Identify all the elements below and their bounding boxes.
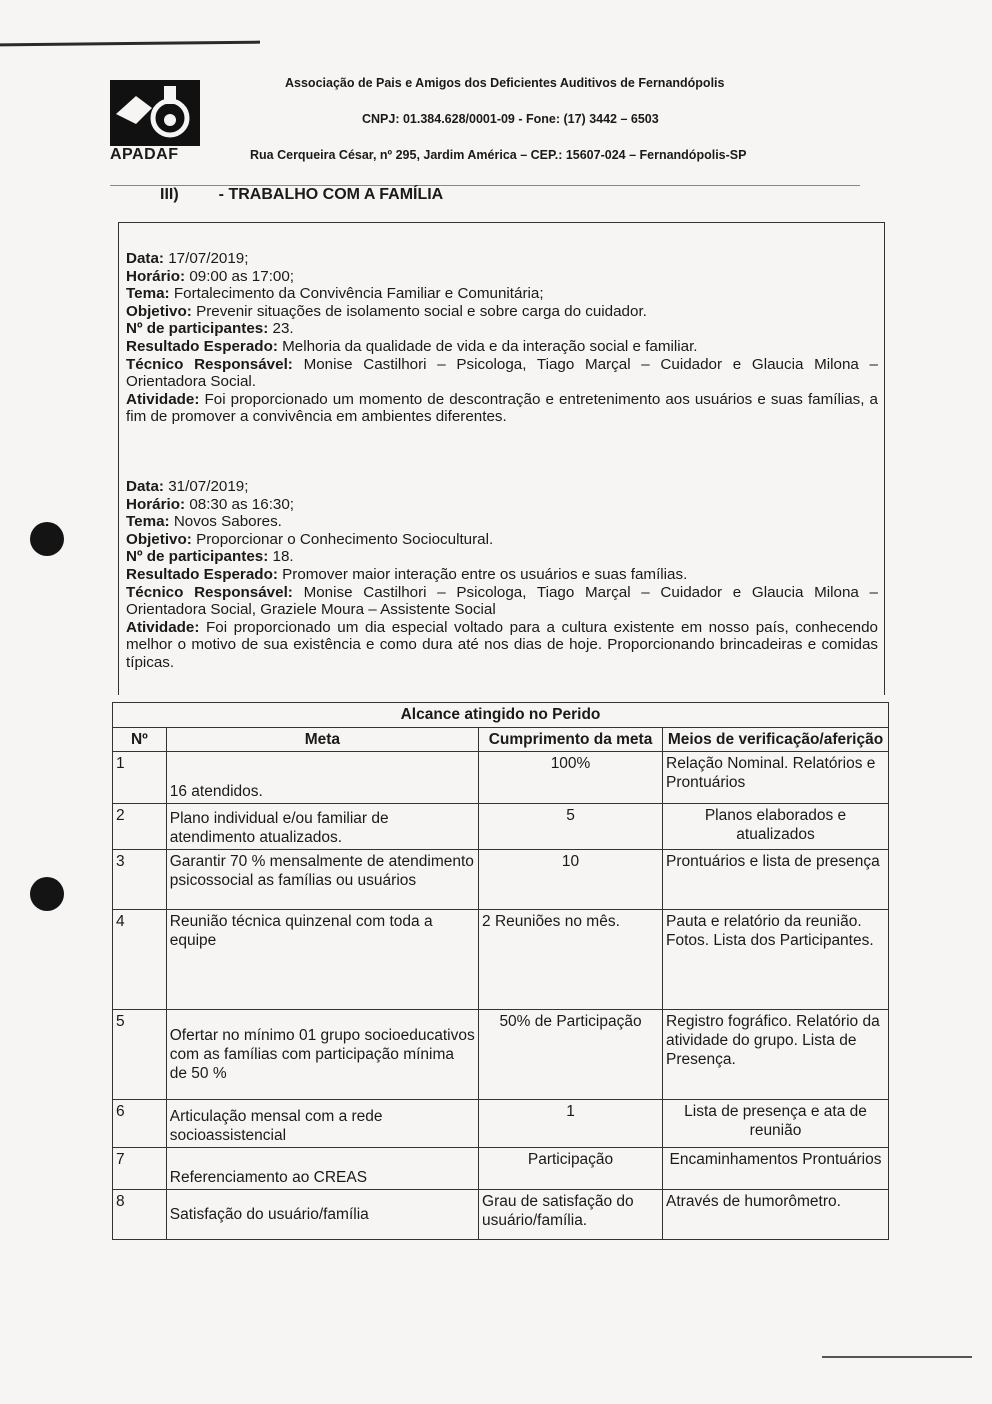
row-meta: Plano individual e/ou familiar de atendimento atualizados. xyxy=(166,804,478,850)
goals-table xyxy=(112,702,889,1240)
table-row xyxy=(113,804,889,850)
row-meios: Planos elaborados e atualizados xyxy=(663,804,889,850)
org-name: Associação de Pais e Amigos dos Deficientes Auditivos de Fernandópolis xyxy=(285,76,725,90)
activity-entry: Data: 31/07/2019; Horário: 08:30 as 16:30; Tema: Novos Sabores. Objetivo: Proporcionar o Conhecimento Sociocultural. Nº de participantes: 18. Resultado Esperado: Promover maior interação entre os usuários e suas famílias. Técnico Responsável: Monise Castilhori – Psicologa, Tiago Marçal – Cuidador e Glaucia Milona – Orientadora Social, Graziele Moura – Assistente Social Atividade: Foi proporcionado um dia especial voltado para a cultura existente em nosso país, conhecendo melhor o motivo de sua existência e como dura até nos dias de hoje. Proporcionando brincadeiras e comidas típicas. xyxy=(126,478,878,671)
row-meta: Ofertar no mínimo 01 grupo socioeducativos com as famílias com participação mínima de 50 % xyxy=(166,1010,478,1100)
row-meta: Satisfação do usuário/família xyxy=(166,1190,478,1240)
row-no: 7 xyxy=(113,1148,167,1190)
row-no: 5 xyxy=(113,1010,167,1100)
row-no: 3 xyxy=(113,850,167,910)
org-address: Rua Cerqueira César, nº 295, Jardim América – CEP.: 15607-024 – Fernandópolis-SP xyxy=(250,148,747,162)
row-meta: Referenciamento ao CREAS xyxy=(166,1148,478,1190)
row-no: 4 xyxy=(113,910,167,1010)
section-title xyxy=(160,186,483,204)
row-meios: Prontuários e lista de presença xyxy=(663,850,889,910)
table-row xyxy=(113,752,889,804)
table-row xyxy=(113,1148,889,1190)
row-meta: Reunião técnica quinzenal com toda a equipe xyxy=(166,910,478,1010)
row-meios: Relação Nominal. Relatórios e Prontuários xyxy=(663,752,889,804)
row-cumprimento: 10 xyxy=(479,850,663,910)
row-cumprimento: Grau de satisfação do usuário/família. xyxy=(479,1190,663,1240)
header-meios: Meios de verificação/aferição xyxy=(663,728,889,752)
org-cnpj-phone: CNPJ: 01.384.628/0001-09 - Fone: (17) 3442 – 6503 xyxy=(362,112,659,126)
table-row xyxy=(113,1190,889,1240)
row-meios: Através de humorômetro. xyxy=(663,1190,889,1240)
section-number: III) xyxy=(160,186,179,203)
table-caption: Alcance atingido no Perido xyxy=(113,703,889,728)
punch-hole xyxy=(30,522,64,556)
header-cumprimento: Cumprimento da meta xyxy=(479,728,663,752)
row-cumprimento: 5 xyxy=(479,804,663,850)
row-meios: Lista de presença e ata de reunião xyxy=(663,1100,889,1148)
row-no: 2 xyxy=(113,804,167,850)
punch-hole xyxy=(30,877,64,911)
scan-edge-line xyxy=(0,41,260,47)
row-meios: Pauta e relatório da reunião. Fotos. Lista dos Participantes. xyxy=(663,910,889,1010)
table-row xyxy=(113,850,889,910)
row-meta: Articulação mensal com a rede socioassistencial xyxy=(166,1100,478,1148)
row-cumprimento: 1 xyxy=(479,1100,663,1148)
table-row xyxy=(113,910,889,1010)
row-cumprimento: 100% xyxy=(479,752,663,804)
row-no: 8 xyxy=(113,1190,167,1240)
row-cumprimento: Participação xyxy=(479,1148,663,1190)
row-cumprimento: 50% de Participação xyxy=(479,1010,663,1100)
row-no: 6 xyxy=(113,1100,167,1148)
logo-text: APADAF xyxy=(110,146,179,163)
table-row xyxy=(113,1010,889,1100)
header-no: Nº xyxy=(113,728,167,752)
header-meta: Meta xyxy=(166,728,478,752)
row-meios: Registro fográfico. Relatório da atividade do grupo. Lista de Presença. xyxy=(663,1010,889,1100)
section-heading: - TRABALHO COM A FAMÍLIA xyxy=(218,186,444,203)
scan-edge-line xyxy=(822,1356,972,1358)
row-meios: Encaminhamentos Prontuários xyxy=(663,1148,889,1190)
table-row xyxy=(113,1100,889,1148)
row-meta: Garantir 70 % mensalmente de atendimento psicossocial as famílias ou usuários xyxy=(166,850,478,910)
row-cumprimento: 2 Reuniões no mês. xyxy=(479,910,663,1010)
row-meta: 16 atendidos. xyxy=(166,752,478,804)
activity-entry: Data: 17/07/2019; Horário: 09:00 as 17:00; Tema: Fortalecimento da Convivência Familiar e Comunitária; Objetivo: Prevenir situações de isolamento social e sobre carga do cuidador. Nº de participantes: 23. Resultado Esperado: Melhoria da qualidade de vida e da interação social e familiar. Técnico Responsável: Monise Castilhori – Psicologa, Tiago Marçal – Cuidador e Glaucia Milona – Orientadora Social. Atividade: Foi proporcionado um momento de descontração e entretenimento aos usuários e suas famílias, a fim de promover a convivência em ambientes diferentes. xyxy=(126,250,878,426)
row-no: 1 xyxy=(113,752,167,804)
